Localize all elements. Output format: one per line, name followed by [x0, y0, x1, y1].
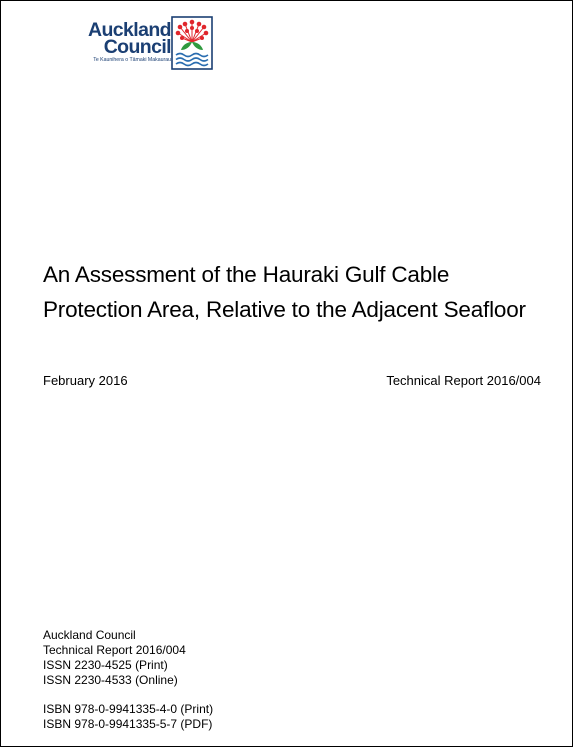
- report-number: Technical Report 2016/004: [386, 373, 541, 388]
- publication-details: [43, 628, 186, 688]
- logo-line-1: Auckland: [88, 19, 171, 41]
- logo-tagline: Te Kaunihera o Tāmaki Makaurau: [93, 57, 171, 63]
- isbn-print: ISBN 978-0-9941335-4-0 (Print): [43, 702, 214, 716]
- logo-line-2: Council: [103, 36, 171, 58]
- publisher-name: Auckland Council: [43, 628, 136, 642]
- isbn-pdf: ISBN 978-0-9941335-5-7 (PDF): [43, 717, 213, 731]
- isbn-details: [43, 702, 213, 732]
- pohutukawa-logo-icon: [171, 16, 213, 70]
- auckland-council-logo: [83, 16, 213, 72]
- issn-print: ISSN 2230-4525 (Print): [43, 658, 168, 672]
- publication-date: February 2016: [43, 373, 128, 388]
- issn-online: ISSN 2230-4533 (Online): [43, 673, 178, 687]
- report-reference: Technical Report 2016/004: [43, 643, 186, 657]
- document-title: An Assessment of the Hauraki Gulf Cable Protection Area, Relative to the Adjacent Seafloor: [43, 262, 526, 322]
- logo-wordmark: [83, 19, 171, 65]
